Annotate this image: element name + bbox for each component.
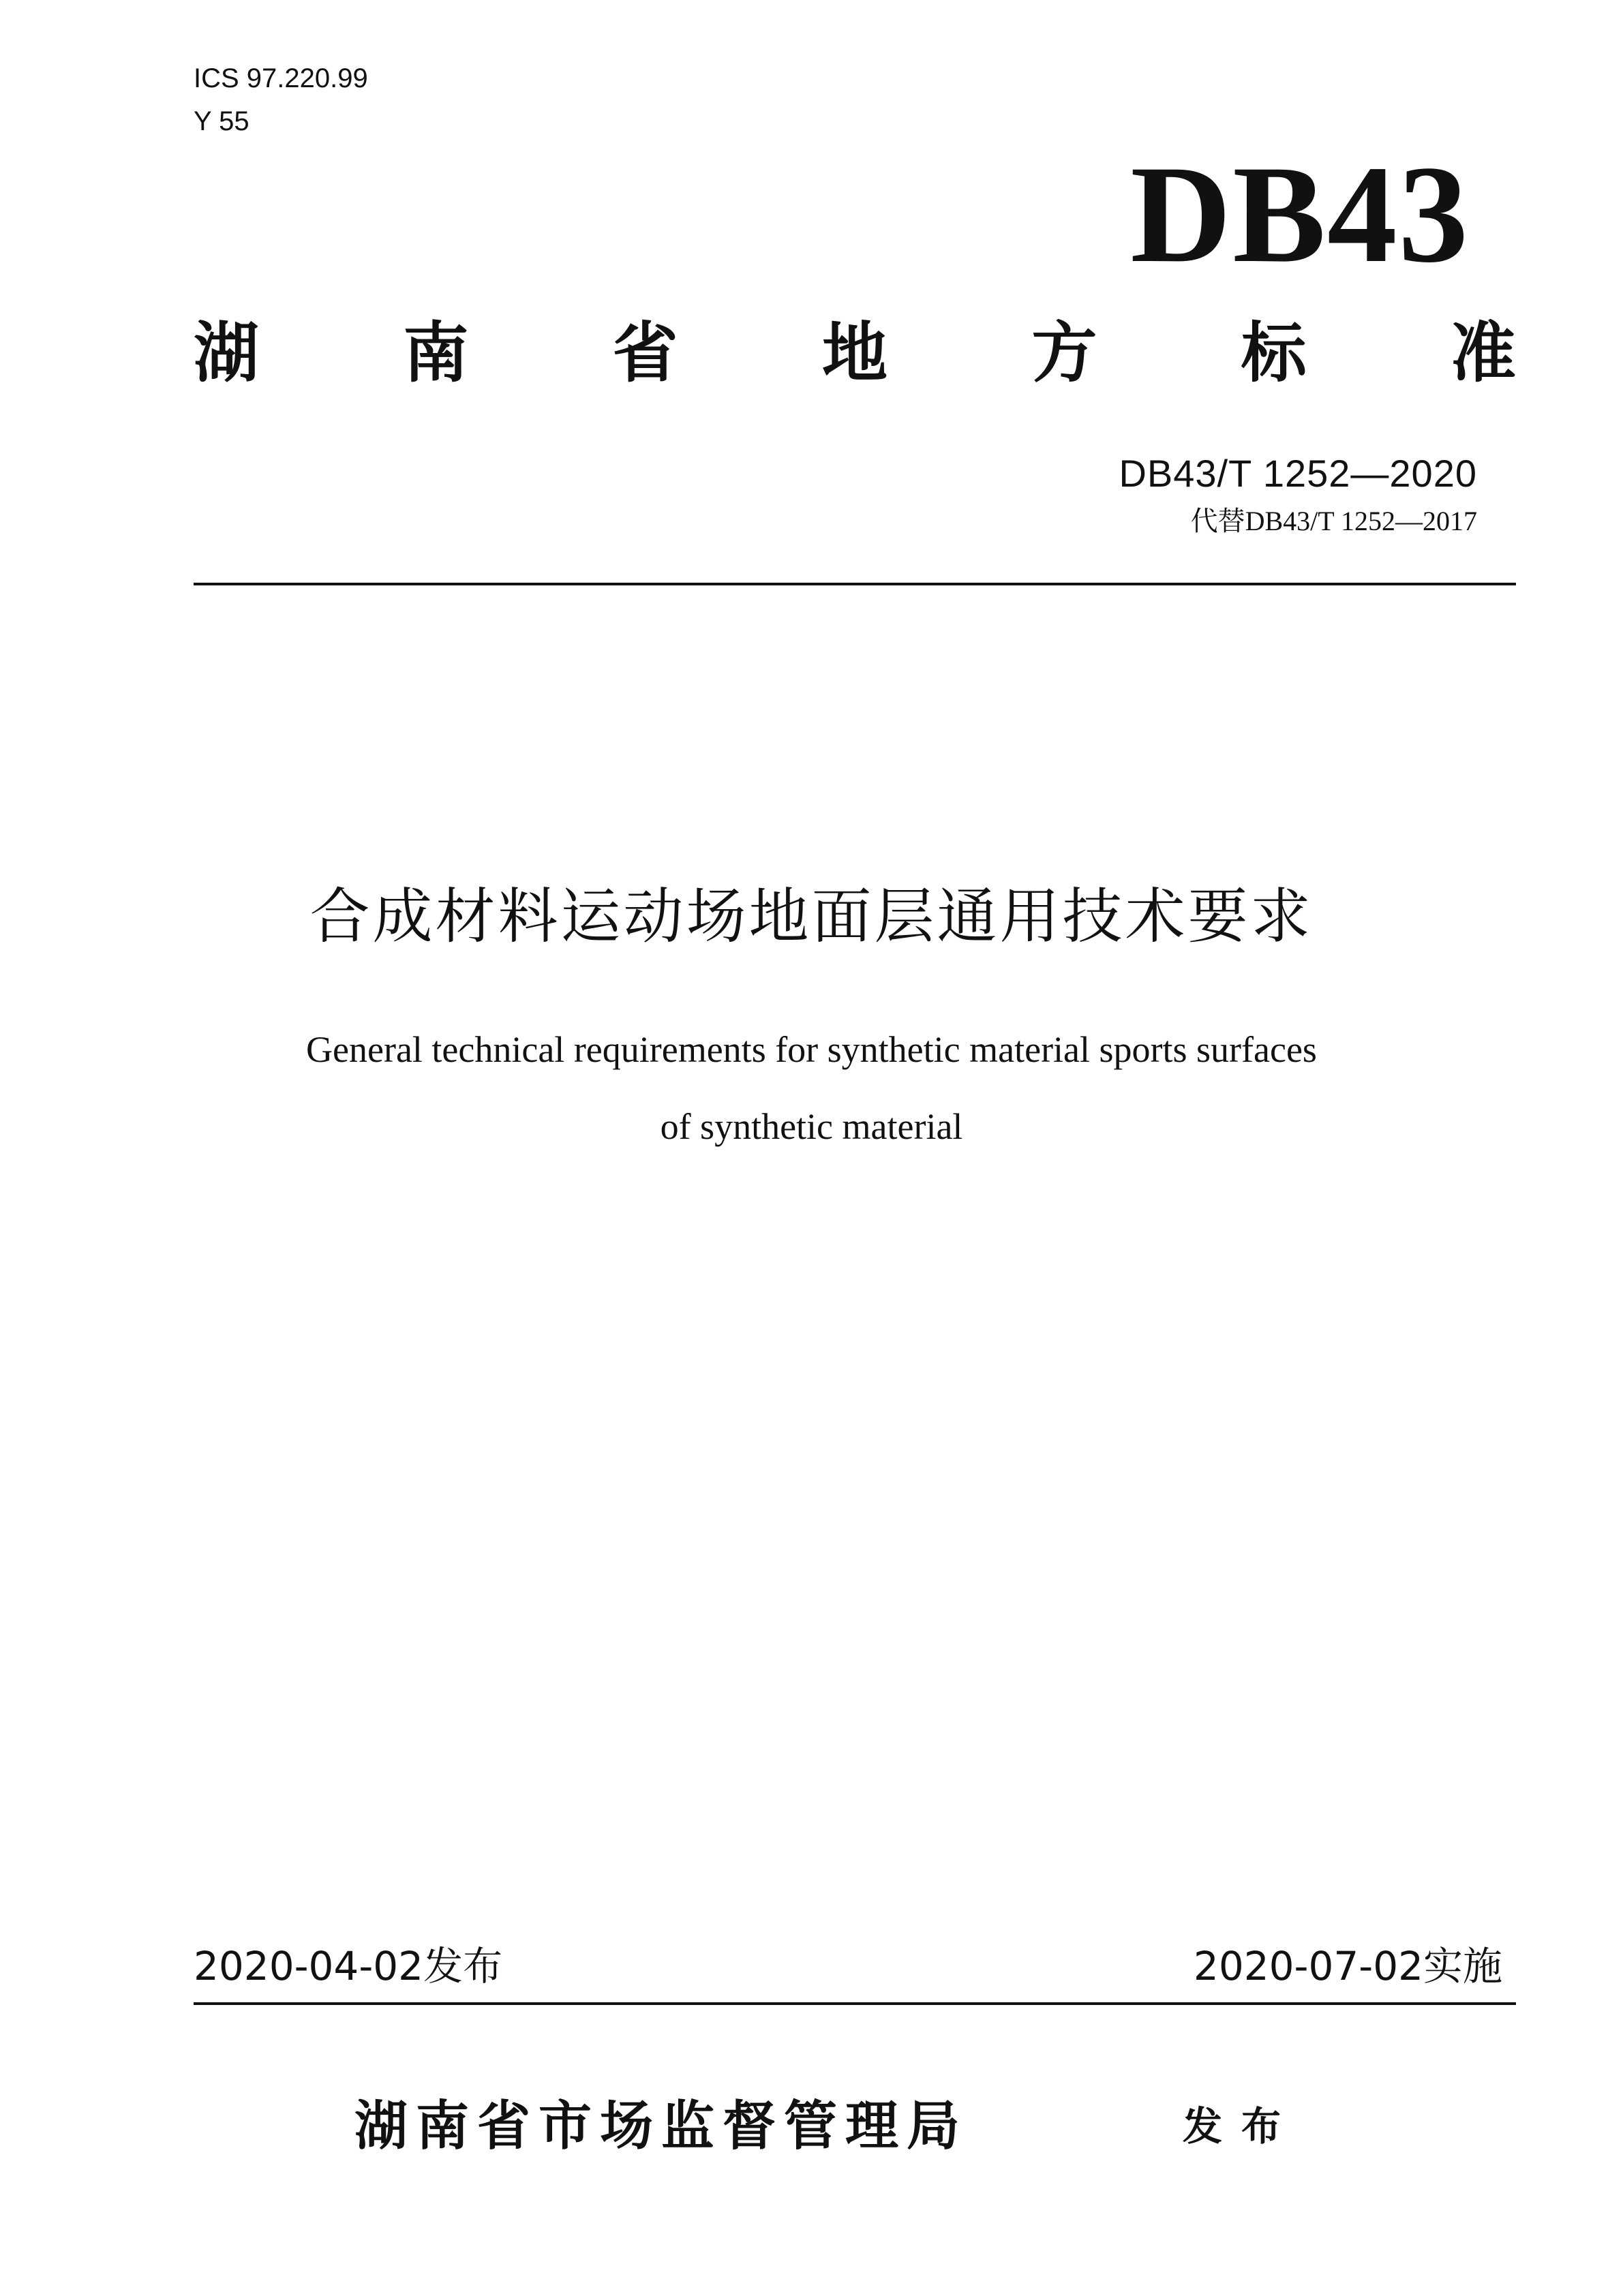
standard-type-char: 准	[1450, 314, 1516, 391]
publish-label: 发布	[1183, 2103, 1301, 2149]
footer-divider	[194, 2002, 1516, 2005]
document-title-english-line1: General technical requirements for synthetic material sports surfaces	[306, 1029, 1317, 1070]
standard-type-char: 南	[403, 314, 469, 391]
header-divider	[194, 583, 1516, 585]
standard-type-heading	[194, 300, 1516, 395]
standard-type-char: 省	[612, 314, 678, 391]
publisher-name: 湖南省市场监督管理局	[354, 2096, 969, 2157]
standard-type-char: 地	[821, 314, 888, 391]
standard-type-char: 湖	[194, 314, 259, 391]
standard-type-char: 方	[1031, 314, 1097, 391]
document-title-chinese: 合成材料运动场地面层通用技术要求	[309, 881, 1314, 951]
ics-code: ICS 97.220.99	[194, 63, 368, 93]
implementation-date: 2020-07-02实施	[1193, 1943, 1502, 1989]
document-title-english-line2: of synthetic material	[660, 1106, 963, 1147]
classification-code: Y 55	[194, 106, 249, 136]
db-code-logo: DB43	[1130, 137, 1470, 292]
replaces-note: 代替DB43/T 1252—2017	[1190, 506, 1477, 536]
standard-number: DB43/T 1252—2020	[1119, 452, 1477, 495]
standard-type-char: 标	[1241, 314, 1307, 391]
issue-date: 2020-04-02发布	[194, 1943, 503, 1989]
